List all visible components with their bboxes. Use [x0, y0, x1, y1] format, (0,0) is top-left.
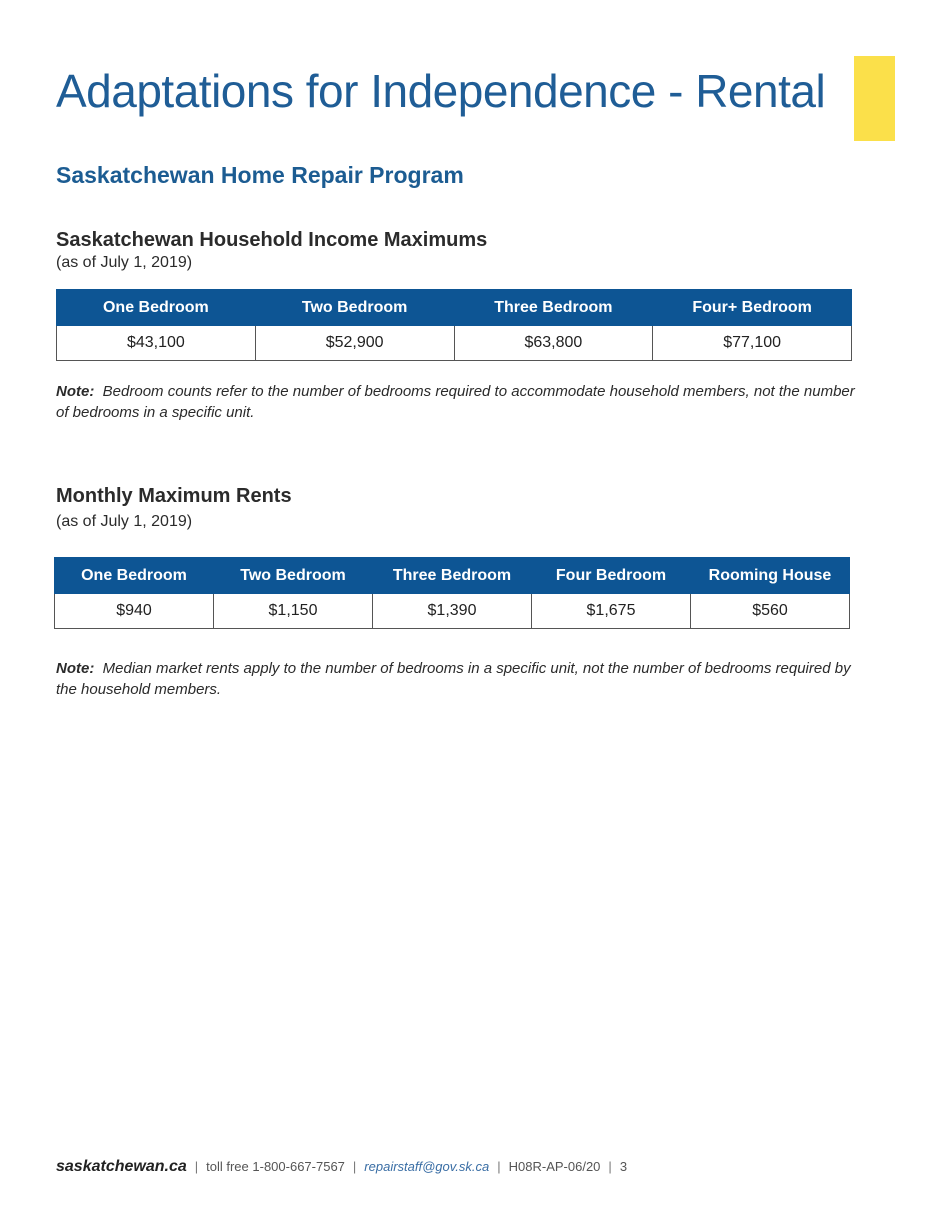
- footer-separator: |: [352, 1159, 357, 1174]
- income-date: (as of July 1, 2019): [56, 254, 193, 271]
- rent-value-cell: $940: [55, 594, 214, 629]
- footer-separator: |: [194, 1159, 199, 1174]
- rent-value-cell: $560: [691, 594, 850, 629]
- footer-separator: |: [608, 1159, 612, 1174]
- page-title: Adaptations for Independence - Rental: [56, 65, 826, 117]
- rent-note: [56, 658, 852, 700]
- footer-separator: |: [497, 1159, 501, 1174]
- income-heading: Saskatchewan Household Income Maximums: [56, 229, 488, 251]
- rent-col-header: One Bedroom: [55, 558, 214, 594]
- income-col-header: Two Bedroom: [255, 290, 454, 326]
- rent-col-header: Two Bedroom: [214, 558, 373, 594]
- note-text: Bedroom counts refer to the number of bedrooms required to accommodate household members, not the number of bedrooms in a specific unit.: [56, 383, 855, 421]
- income-col-header: One Bedroom: [57, 290, 256, 326]
- program-title: Saskatchewan Home Repair Program: [56, 162, 464, 188]
- rent-value-cell: $1,390: [373, 594, 532, 629]
- rent-table-header-row: [55, 558, 850, 594]
- income-table-header-row: [57, 290, 852, 326]
- rent-table: [54, 557, 850, 629]
- income-table: [56, 289, 852, 361]
- rent-value-cell: $1,675: [532, 594, 691, 629]
- income-col-header: Four+ Bedroom: [653, 290, 852, 326]
- income-note: [56, 381, 856, 423]
- note-label: Note:: [56, 660, 95, 677]
- rent-date: (as of July 1, 2019): [56, 513, 193, 530]
- footer-phone: toll free 1-800-667-7567: [206, 1159, 345, 1174]
- rent-col-header: Four Bedroom: [532, 558, 691, 594]
- footer-doc-code: H08R-AP-06/20: [508, 1159, 601, 1174]
- table-row: [57, 326, 852, 361]
- note-label: Note:: [56, 383, 95, 400]
- footer-email-link[interactable]: repairstaff@gov.sk.ca: [364, 1159, 490, 1174]
- footer-page-number: 3: [619, 1159, 628, 1174]
- income-value-cell: $77,100: [653, 326, 852, 361]
- rent-col-header: Rooming House: [691, 558, 850, 594]
- rent-value-cell: $1,150: [214, 594, 373, 629]
- table-row: [55, 594, 850, 629]
- income-value-cell: $52,900: [255, 326, 454, 361]
- income-col-header: Three Bedroom: [454, 290, 653, 326]
- income-value-cell: $43,100: [57, 326, 256, 361]
- note-text: Median market rents apply to the number of bedrooms in a specific unit, not the number of bedrooms required by the household members.: [56, 660, 851, 698]
- footer: [56, 1158, 627, 1176]
- rent-heading: Monthly Maximum Rents: [56, 485, 292, 507]
- accent-bar: [854, 56, 895, 141]
- income-value-cell: $63,800: [454, 326, 653, 361]
- rent-col-header: Three Bedroom: [373, 558, 532, 594]
- footer-site-link[interactable]: saskatchewan.ca: [56, 1158, 187, 1175]
